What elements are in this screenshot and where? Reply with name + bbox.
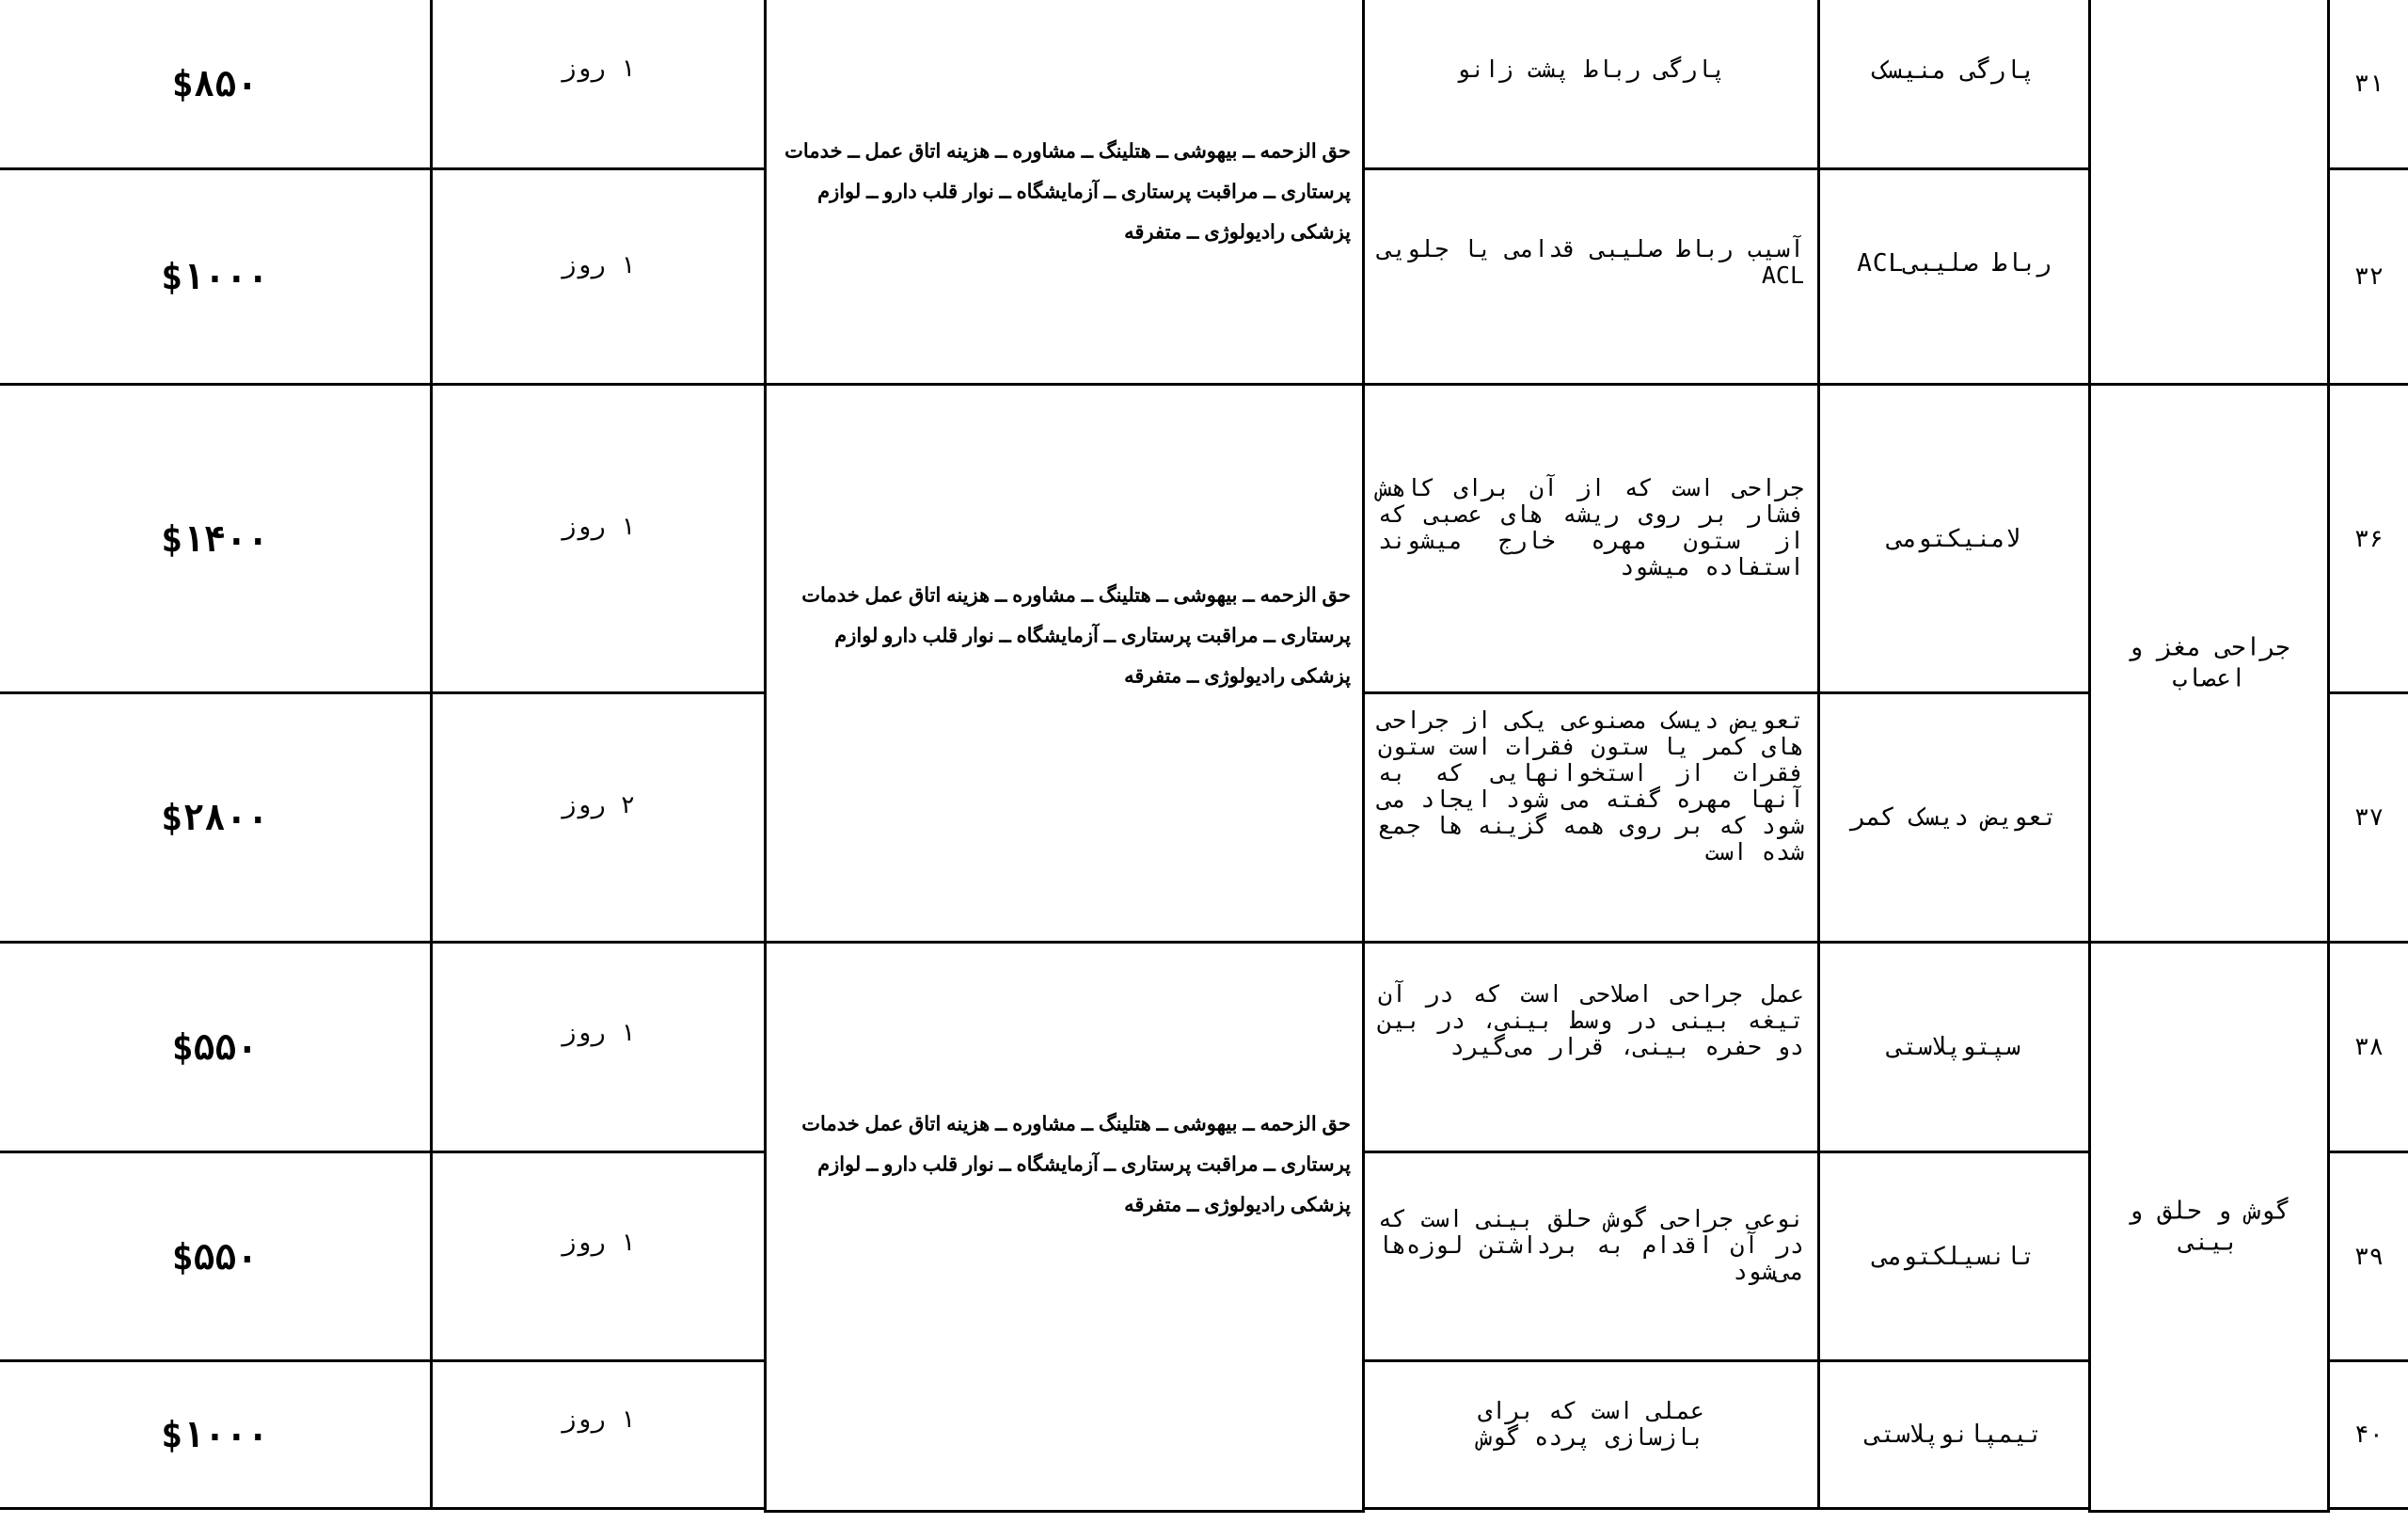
procedure-name: تعویض دیسک کمر xyxy=(1850,803,2058,832)
row-number-cell xyxy=(2327,383,2408,694)
procedure-name: تیمپانوپلاستی xyxy=(1865,1421,2043,1449)
procedure-name-cell xyxy=(1817,0,2091,170)
row-number-cell xyxy=(2327,691,2408,944)
procedure-name-cell xyxy=(1817,1359,2091,1510)
procedure-description: جراحی است که از آن برای کاهش فشار بر روی ریشه های عصبی که از ستون مهره خارج میشوند استفاده میشود xyxy=(1378,474,1804,580)
row-number: ۴۰ xyxy=(2353,1421,2384,1449)
services-cell xyxy=(764,383,1365,944)
procedure-description: آسیب رباط صلیبی قدامی یا جلویی ACL xyxy=(1378,235,1804,289)
row-number: ۳۸ xyxy=(2353,1033,2384,1061)
duration-cell xyxy=(430,383,767,694)
procedure-price: $۵۵۰ xyxy=(171,1235,259,1278)
duration-cell xyxy=(430,0,767,170)
services-cell xyxy=(764,941,1365,1513)
row-number-cell xyxy=(2327,1151,2408,1362)
included-services: حق الزحمه ــ بیهوشی ــ هتلینگ ــ مشاوره ــ هزینه اتاق عمل خدمات پرستاری ــ مراقبت پرستاری ــ آزمایشگاه ــ نوار قلب دارو ــ لوازم پزشکی رادیولوژی ــ متفرقه xyxy=(801,1113,1351,1216)
procedure-name: لامنیکتومی xyxy=(1888,524,2020,553)
procedure-price: $۲۸۰۰ xyxy=(161,797,269,838)
procedure-description: عملی است که برای بازسازی پرده گوش xyxy=(1478,1397,1704,1451)
stay-duration: ۱ روز xyxy=(561,55,636,83)
price-cell xyxy=(0,1151,433,1362)
procedure-price: $۸۵۰ xyxy=(171,63,259,104)
group-label: گوش و حلق و بینی xyxy=(2128,1197,2290,1256)
price-cell xyxy=(0,941,433,1153)
included-services: حق الزحمه ــ بیهوشی ــ هتلینگ ــ مشاوره ــ هزینه اتاق عمل خدمات پرستاری ــ مراقبت پرستاری ــ آزمایشگاه ــ نوار قلب دارو لوازم پزشکی رادیولوژی ــ متفرقه xyxy=(801,583,1351,688)
procedure-description: پارگی رباط پشت زانو xyxy=(1456,56,1726,83)
duration-cell xyxy=(430,1151,767,1362)
procedure-description: عمل جراحی اصلاحی است که در آن تیغه بینی در وسط بینی، در بین دو حفره بینی، قرار می‌گیرد xyxy=(1378,980,1804,1060)
description-cell xyxy=(1362,941,1820,1153)
row-number: ۳۹ xyxy=(2353,1242,2384,1271)
procedure-price: $۱۰۰۰ xyxy=(161,256,269,297)
stay-duration: ۲ روز xyxy=(561,791,636,819)
stay-duration: ۱ روز xyxy=(561,1405,636,1434)
procedure-name: تانسیلکتومی xyxy=(1873,1242,2036,1271)
row-number: ۳۱ xyxy=(2353,70,2384,98)
duration-cell xyxy=(430,1359,767,1510)
group-label: جراحی مغز و اعصاب xyxy=(2128,633,2290,692)
description-cell xyxy=(1362,383,1820,694)
row-number: ۳۲ xyxy=(2353,262,2384,291)
duration-cell xyxy=(430,941,767,1153)
row-number-cell xyxy=(2327,0,2408,170)
price-cell xyxy=(0,0,433,170)
price-cell xyxy=(0,1359,433,1510)
stay-duration: ۱ روز xyxy=(561,1229,636,1257)
procedure-name-cell xyxy=(1817,941,2091,1153)
procedure-description: تعویض دیسک مصنوعی یکی از جراحی های کمر یا ستون فقرات است ستون فقرات از استخوانهایی که به آنها مهره گفته می شود ایجاد می شود که بر روی همه گزینه ها جمع شده است xyxy=(1378,706,1804,865)
procedure-name-cell xyxy=(1817,167,2091,386)
group-cell xyxy=(2088,0,2330,386)
price-cell xyxy=(0,691,433,944)
description-cell xyxy=(1362,691,1820,944)
stay-duration: ۱ روز xyxy=(561,1019,636,1047)
duration-cell xyxy=(430,691,767,944)
price-cell xyxy=(0,167,433,386)
description-cell xyxy=(1362,167,1820,386)
procedure-name-cell xyxy=(1817,691,2091,944)
procedure-name-cell xyxy=(1817,1151,2091,1362)
row-number-cell xyxy=(2327,941,2408,1153)
procedure-name: سپتوپلاستی xyxy=(1888,1033,2020,1061)
description-cell xyxy=(1362,1359,1820,1510)
group-cell xyxy=(2088,383,2330,944)
procedure-price: $۱۴۰۰ xyxy=(161,517,269,560)
duration-cell xyxy=(430,167,767,386)
procedure-name-cell xyxy=(1817,383,2091,694)
procedure-name: پارگی منیسک xyxy=(1873,56,2036,85)
procedure-price: $۱۰۰۰ xyxy=(161,1414,269,1455)
row-number: ۳۶ xyxy=(2353,524,2384,553)
stay-duration: ۱ روز xyxy=(561,251,636,279)
procedure-description: نوعی جراحی گوش حلق بینی است که در آن اقدام به برداشتن لوزه‌ها می‌شود xyxy=(1378,1205,1804,1285)
services-cell xyxy=(764,0,1365,386)
procedure-price: $۵۵۰ xyxy=(171,1026,259,1068)
row-number-cell xyxy=(2327,1359,2408,1510)
description-cell xyxy=(1362,1151,1820,1362)
group-cell xyxy=(2088,941,2330,1513)
description-cell xyxy=(1362,0,1820,170)
stay-duration: ۱ روز xyxy=(561,513,636,541)
included-services: حق الزحمه ــ بیهوشی ــ هتلینگ ــ مشاوره ــ هزینه اتاق عمل ــ خدمات پرستاری ــ مراقبت پرستاری ــ آزمایشگاه ــ نوار قلب دارو ــ لوازم پزشکی رادیولوژی ــ متفرقه xyxy=(784,139,1351,244)
row-number-cell xyxy=(2327,167,2408,386)
row-number: ۳۷ xyxy=(2353,803,2384,832)
procedure-name: رباط صلیبیACL xyxy=(1857,249,2052,278)
price-cell xyxy=(0,383,433,694)
